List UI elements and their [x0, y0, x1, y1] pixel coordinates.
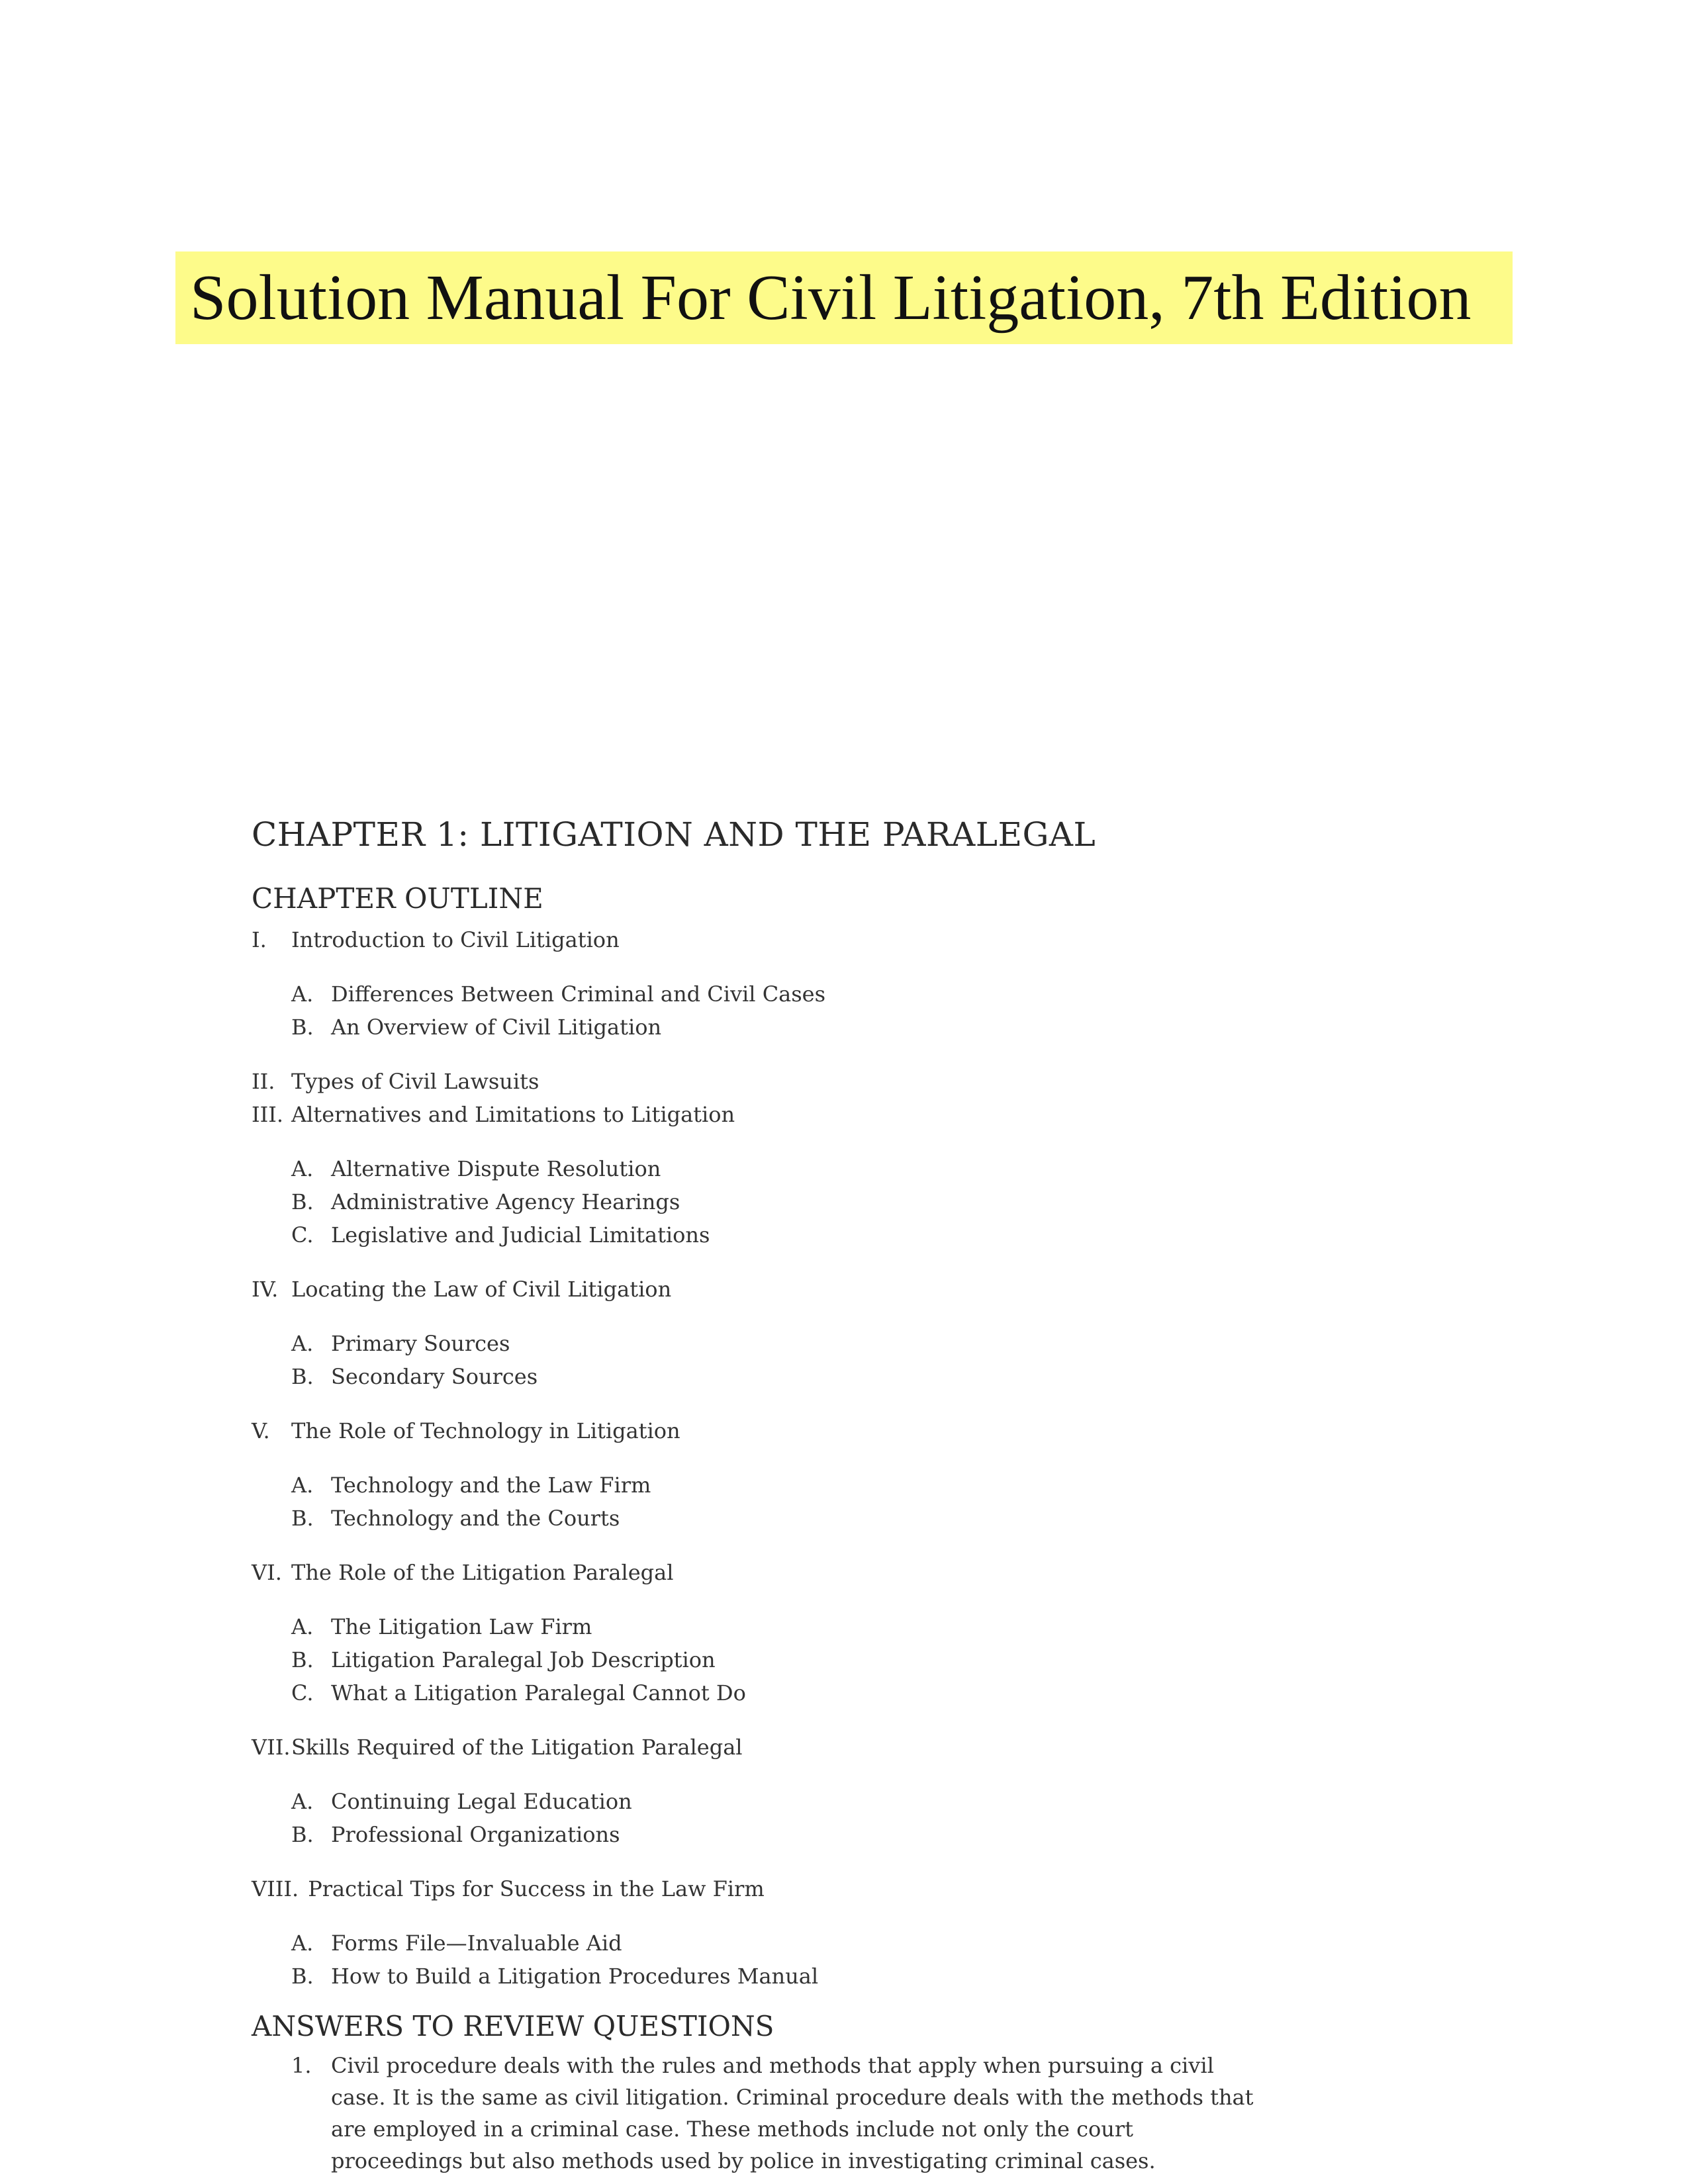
outline-sublist — [252, 1785, 1509, 1851]
outline-subitem: B. Litigation Paralegal Job Description — [291, 1647, 716, 1672]
outline-numeral: II. — [252, 1068, 275, 1094]
outline-numeral: I. — [252, 927, 267, 952]
outline-numeral: VII. — [252, 1734, 291, 1760]
outline-label: Alternatives and Limitations to Litigation — [291, 1101, 735, 1127]
document-body — [252, 814, 1509, 2177]
outline-section — [252, 1098, 1509, 1251]
outline-subitem: B. An Overview of Civil Litigation — [291, 1014, 662, 1040]
outline-subitem: C. What a Litigation Paralegal Cannot Do — [291, 1680, 746, 1706]
outline-numeral: IV. — [252, 1276, 279, 1302]
outline-subitem: B. Technology and the Courts — [291, 1505, 620, 1531]
outline-subitem: A. The Litigation Law Firm — [291, 1614, 592, 1639]
outline-subitem: B. Professional Organizations — [291, 1821, 620, 1847]
outline-section — [252, 923, 1509, 1044]
outline-section — [252, 1731, 1509, 1851]
outline-label: Introduction to Civil Litigation — [291, 927, 620, 952]
outline-subitem: A. Forms File—Invaluable Aid — [291, 1930, 622, 1956]
outline-section — [252, 1872, 1509, 1993]
outline-subitem: A. Alternative Dispute Resolution — [291, 1156, 661, 1181]
outline-section — [252, 1556, 1509, 1709]
outline-sublist — [252, 1152, 1509, 1251]
answers-heading: ANSWERS TO REVIEW QUESTIONS — [252, 2009, 774, 2042]
chapter-title: CHAPTER 1: LITIGATION AND THE PARALEGAL — [252, 815, 1096, 854]
outline-numeral: VIII. — [252, 1876, 299, 1901]
outline-sublist — [252, 1927, 1509, 1993]
outline-label: The Role of Technology in Litigation — [291, 1418, 680, 1443]
outline-numeral: V. — [252, 1418, 270, 1443]
outline-section — [252, 1065, 1509, 1098]
outline-subitem: B. Administrative Agency Hearings — [291, 1189, 680, 1214]
outline-subitem: A. Differences Between Criminal and Civil Cases — [291, 981, 826, 1007]
outline-label: Skills Required of the Litigation Paralegal — [291, 1734, 743, 1760]
outline-sublist — [252, 1327, 1509, 1393]
outline-label: Types of Civil Lawsuits — [291, 1068, 539, 1094]
outline-subitem: A. Continuing Legal Education — [291, 1788, 632, 1814]
outline-label: Practical Tips for Success in the Law Firm — [308, 1876, 765, 1901]
outline-heading: CHAPTER OUTLINE — [252, 882, 543, 915]
title-banner — [175, 251, 1513, 344]
outline-subitem: B. How to Build a Litigation Procedures Manual — [291, 1963, 819, 1989]
outline-sublist — [252, 978, 1509, 1044]
answer-text: Civil procedure deals with the rules and methods that apply when pursuing a civil case. It is the same as civil litigation. Criminal procedure deals with the methods that are employed in a criminal case. These methods include not only the court proceedings but also methods used by police in investigating criminal cases. — [331, 2053, 1254, 2174]
outline-subitem: C. Legislative and Judicial Limitations — [291, 1222, 710, 1248]
outline-label: Locating the Law of Civil Litigation — [291, 1276, 672, 1302]
answer-item — [252, 2050, 1509, 2177]
outline-label: The Role of the Litigation Paralegal — [291, 1559, 674, 1585]
outline-sublist — [252, 1469, 1509, 1535]
outline-subitem: B. Secondary Sources — [291, 1363, 538, 1389]
answer-number: 1. — [291, 2053, 312, 2079]
document-title: Solution Manual For Civil Litigation, 7th Edition — [190, 262, 1472, 334]
outline-numeral: III. — [252, 1101, 284, 1127]
outline-section — [252, 1273, 1509, 1393]
outline-subitem: A. Primary Sources — [291, 1330, 510, 1356]
outline-numeral: VI. — [252, 1559, 282, 1585]
outline-subitem: A. Technology and the Law Firm — [291, 1472, 651, 1498]
outline-sublist — [252, 1610, 1509, 1709]
outline-section — [252, 1414, 1509, 1535]
chapter-outline — [252, 923, 1509, 1993]
